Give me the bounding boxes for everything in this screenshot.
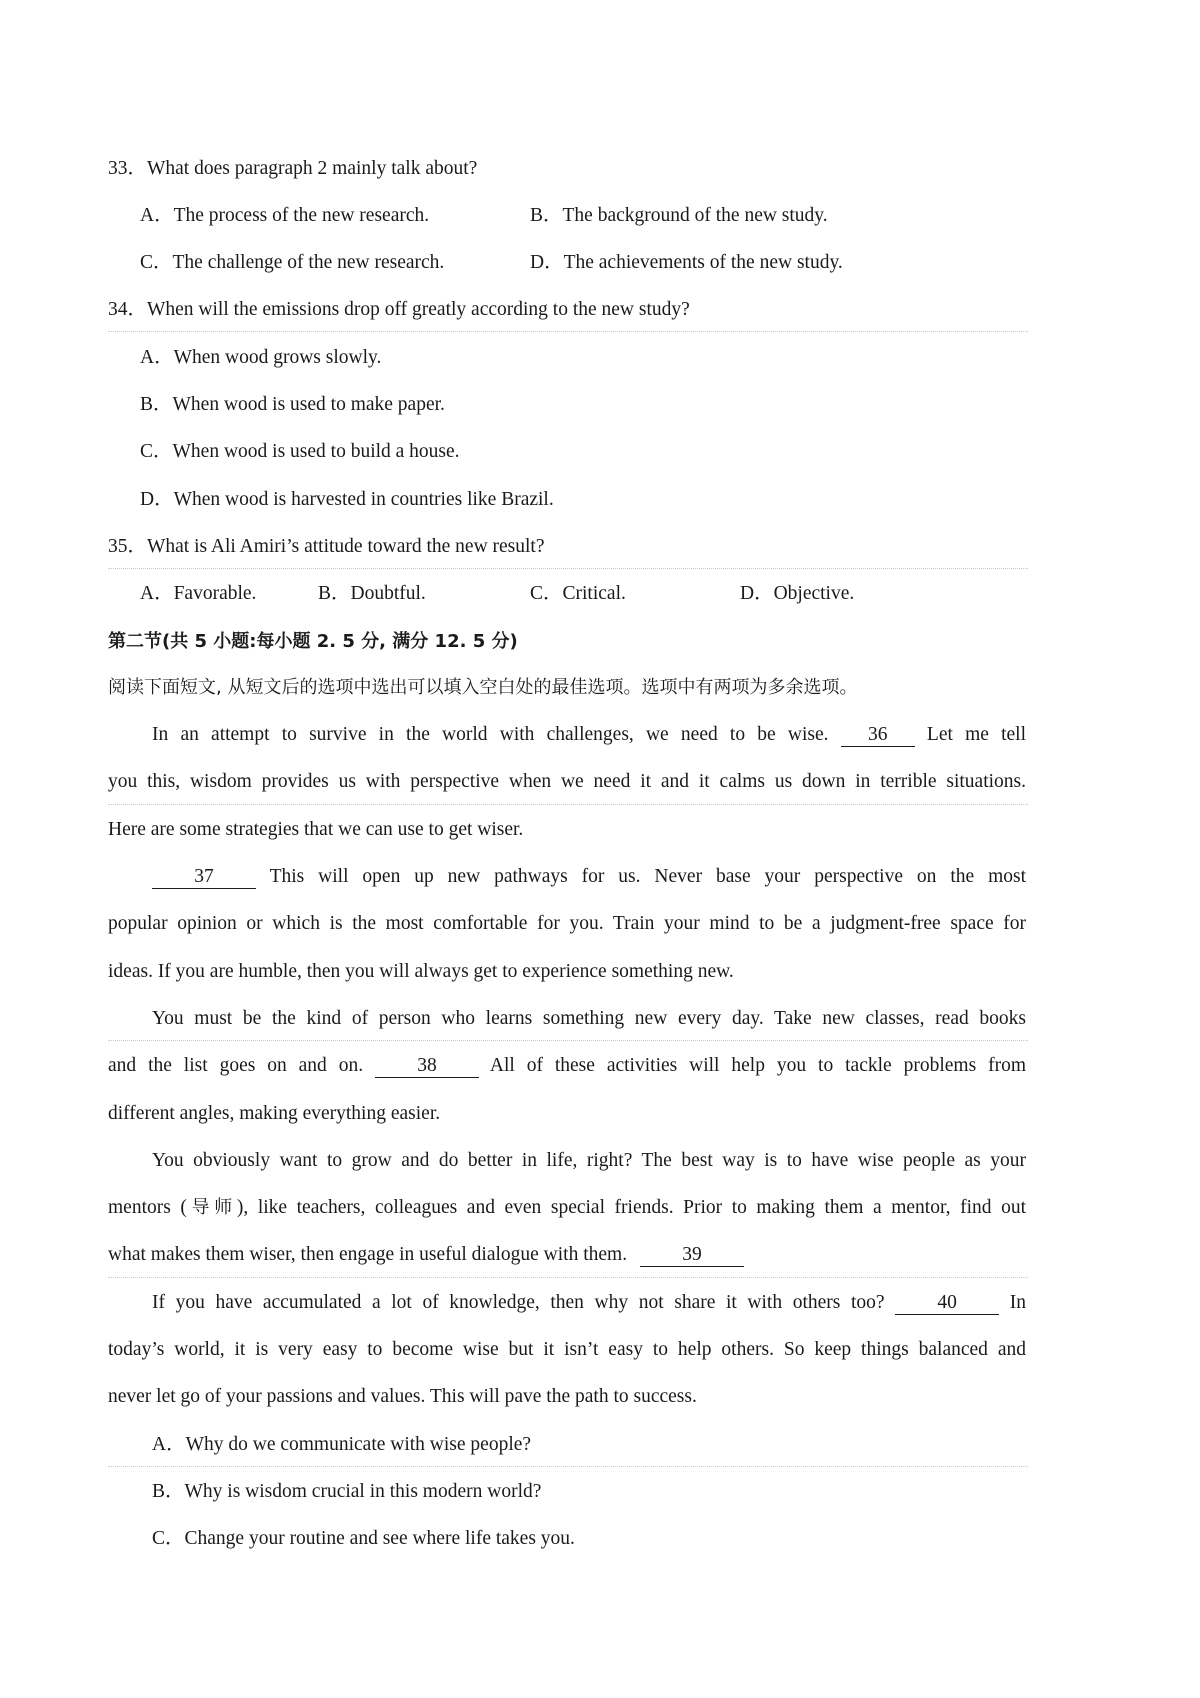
divider xyxy=(108,1040,1028,1041)
question-35-option-c: C．Critical. xyxy=(530,583,626,604)
question-33-stem: 33．What does paragraph 2 mainly talk about? xyxy=(108,158,478,179)
question-33-option-d: D．The achievements of the new study. xyxy=(530,252,843,273)
passage-line xyxy=(152,722,1026,748)
question-33-option-c: C．The challenge of the new research. xyxy=(140,252,445,273)
passage-line: different angles, making everything easier. xyxy=(108,1103,441,1124)
answer-blank-39: 39 xyxy=(640,1244,744,1267)
passage-line xyxy=(108,1195,1026,1221)
passage-text: what makes them wiser, then engage in useful dialogue with them. xyxy=(108,1244,628,1265)
passage-line: Here are some strategies that we can use to get wiser. xyxy=(108,819,524,840)
question-35-option-b: B．Doubtful. xyxy=(318,583,426,604)
passage-line xyxy=(152,864,1026,890)
question-35-stem: 35．What is Ali Amiri’s attitude toward the new result? xyxy=(108,536,545,557)
passage-line: ideas. If you are humble, then you will always get to experience something new. xyxy=(108,961,734,982)
divider xyxy=(108,1466,1028,1467)
passage-text: All of these activities will help you to tackle problems from xyxy=(489,1055,1026,1076)
answer-blank-37: 37 xyxy=(152,866,256,889)
passage-text: mentors (导师), like teachers, colleagues and even special friends. Prior to making them a mentor, find out xyxy=(108,1197,1026,1218)
option-c: C．Change your routine and see where life takes you. xyxy=(152,1528,575,1549)
divider xyxy=(108,804,1028,805)
question-34-option-a: A．When wood grows slowly. xyxy=(140,347,382,368)
question-33-option-a: A．The process of the new research. xyxy=(140,205,430,226)
answer-blank-38: 38 xyxy=(375,1055,479,1078)
passage-line: popular opinion or which is the most comfortable for you. Train your mind to be a judgment-free space for xyxy=(108,913,1026,934)
question-34-option-d: D．When wood is harvested in countries like Brazil. xyxy=(140,489,554,510)
divider xyxy=(108,1277,1028,1278)
passage-line: today’s world, it is very easy to become wise but it isn’t easy to help others. So keep things balanced and xyxy=(108,1339,1026,1360)
question-35-option-d: D．Objective. xyxy=(740,583,855,604)
question-35-option-a: A．Favorable. xyxy=(140,583,257,604)
passage-line: You must be the kind of person who learns something new every day. Take new classes, read books xyxy=(152,1008,1026,1029)
passage-text: If you have accumulated a lot of knowledge, then why not share it with others too? xyxy=(152,1292,885,1313)
question-34-stem: 34．When will the emissions drop off greatly according to the new study? xyxy=(108,299,690,320)
passage-line xyxy=(152,1290,1026,1316)
passage-text: and the list goes on and on. xyxy=(108,1055,364,1076)
answer-blank-40: 40 xyxy=(895,1292,999,1315)
passage-line: You obviously want to grow and do better in life, right? The best way is to have wise people as your xyxy=(152,1150,1026,1171)
section-instruction: 阅读下面短文, 从短文后的选项中选出可以填入空白处的最佳选项。选项中有两项为多余选项。 xyxy=(108,677,858,698)
divider xyxy=(108,568,1028,569)
passage-line: you this, wisdom provides us with perspective when we need it and it calms us down in terrible situations. xyxy=(108,771,1026,792)
question-34-option-c: C．When wood is used to build a house. xyxy=(140,441,460,462)
passage-text: In an attempt to survive in the world with challenges, we need to be wise. xyxy=(152,724,829,745)
option-b: B．Why is wisdom crucial in this modern world? xyxy=(152,1481,542,1502)
answer-blank-36: 36 xyxy=(841,724,915,747)
question-33-option-b: B．The background of the new study. xyxy=(530,205,828,226)
question-34-option-b: B．When wood is used to make paper. xyxy=(140,394,445,415)
passage-line xyxy=(108,1053,1026,1079)
passage-line: never let go of your passions and values. This will pave the path to success. xyxy=(108,1386,697,1407)
option-a: A．Why do we communicate with wise people? xyxy=(152,1434,532,1455)
passage-line xyxy=(108,1242,744,1268)
divider xyxy=(108,331,1028,332)
passage-text: This will open up new pathways for us. Never base your perspective on the most xyxy=(269,866,1026,887)
passage-text: Let me tell xyxy=(926,724,1027,745)
section-heading: 第二节(共 5 小题:每小题 2. 5 分, 满分 12. 5 分) xyxy=(108,631,518,652)
passage-text: In xyxy=(1009,1292,1026,1313)
